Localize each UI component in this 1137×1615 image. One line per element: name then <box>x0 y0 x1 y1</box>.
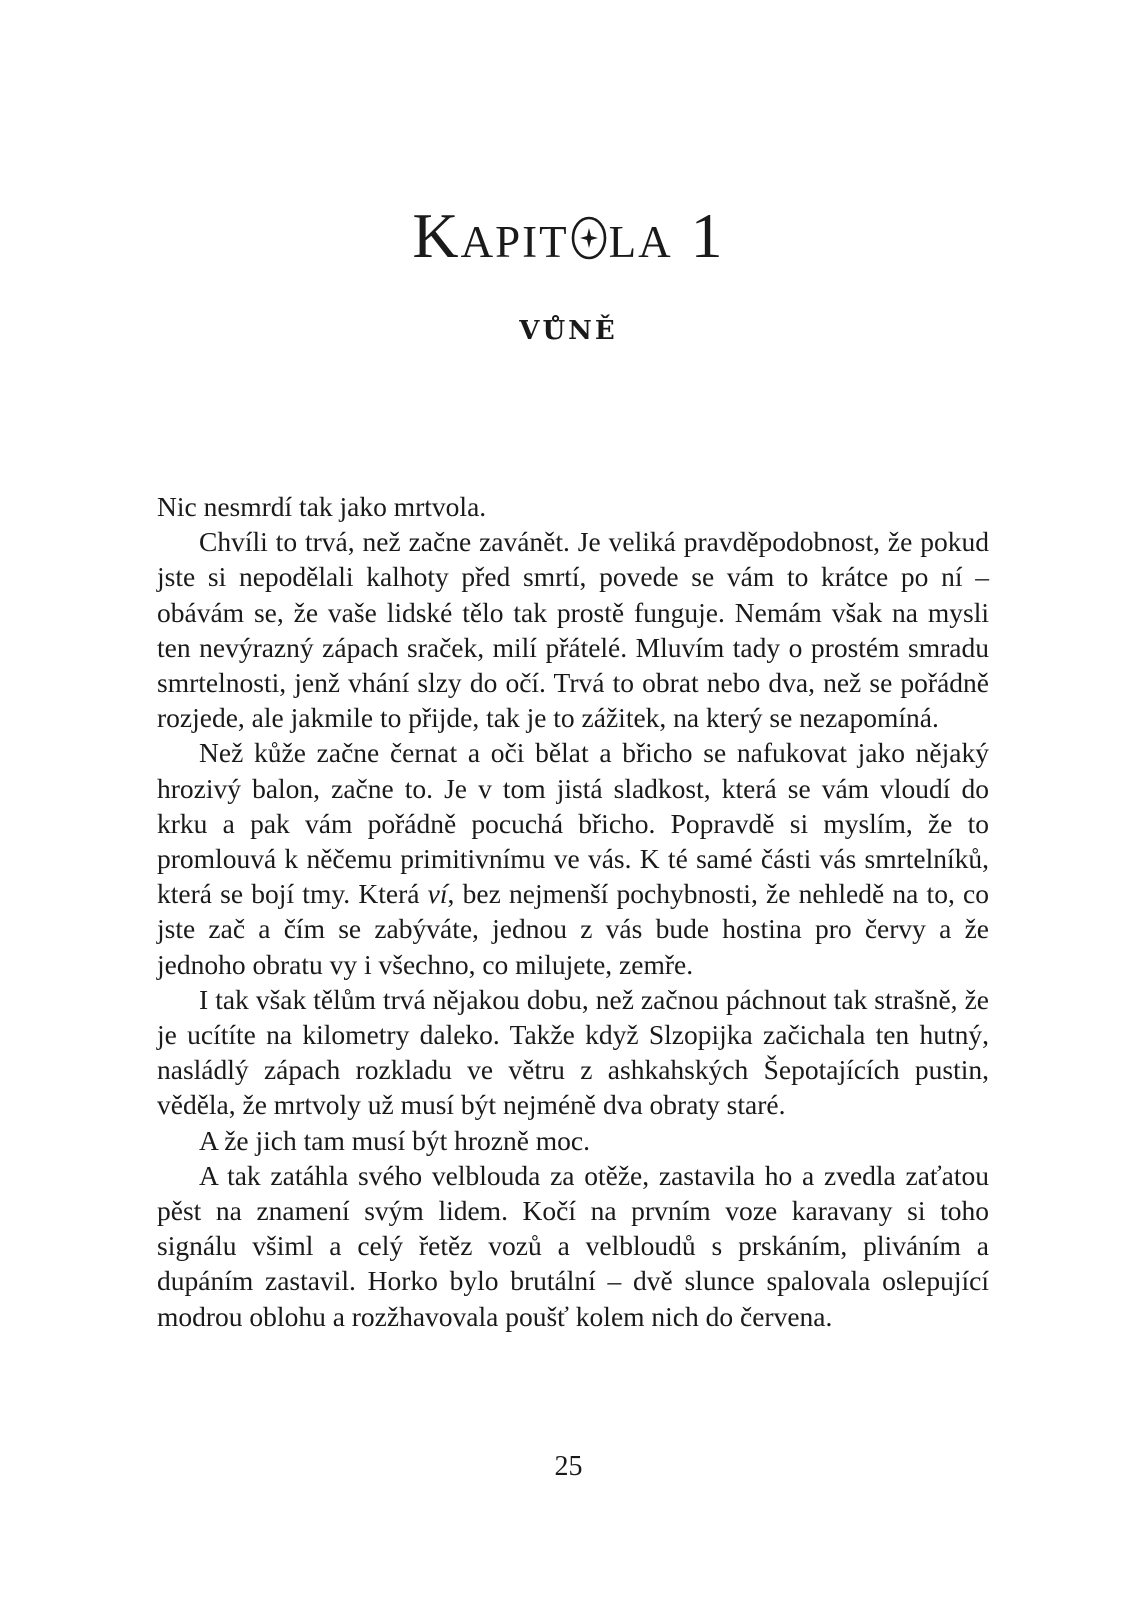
chapter-title-part1: Kapit <box>412 200 569 271</box>
paragraph-2: Chvíli to trvá, než začne zavánět. Je veliká pravděpodobnost, že pokud jste si nepodělali kalhoty před smrtí, povede se vám to krátce po ní – obávám se, že vaše lidské tělo tak prostě funguje. Nemám však na mysli ten nevýrazný zápach sraček, milí přátelé. Mluvím tady o prostém smradu smrtelnosti, jenž vhání slzy do očí. Trvá to obrat nebo dva, než se pořádně rozjede, ale jakmile to přijde, tak je to zážitek, na který se nezapomíná. <box>157 526 989 734</box>
chapter-title <box>0 196 1137 276</box>
chapter-number: 1 <box>690 200 725 271</box>
paragraph-4: I tak však tělům trvá nějakou dobu, než začnou páchnout tak strašně, že je ucítíte na kilometry daleko. Takže když Slzopijka začichala ten hutný, nasládlý zápach rozkladu ve větru z ashkahských Šepotajících pustin, věděla, že mrtvoly už musí být nejméně dva obraty staré. <box>157 983 989 1121</box>
paragraph-3-end: , bez nejmenší pochybnosti, že nehledě na to, co jste zač a čím se zabýváte, jednou z vás bude hostina pro červy a že jednoho obratu vy i všechno, co milujete, zemře. <box>157 878 989 980</box>
chapter-subtitle: VŮNĚ <box>519 316 618 346</box>
paragraph-3-start: Než kůže začne černat a oči bělat a břicho se nafukovat jako nějaký hrozivý balon, začne to. Je v tom jistá sladkost, která se vám vloudí do krku a pak vám pořádně pocuchá břicho. Popravdě si myslím, že to promlouvá k něčemu primitivnímu ve vás. K té samé části vás smrtelníků, která se bojí tmy. Která <box>157 737 989 910</box>
chapter-title-part2: la <box>608 200 673 271</box>
page-number: 25 <box>554 1451 583 1482</box>
chapter-body <box>157 489 989 1334</box>
paragraph-6: A tak zatáhla svého velblouda za otěže, zastavila ho a zvedla zaťatou pěst na znamení svým lidem. Kočí na prvním voze karavany si toho signálu všiml a celý řetěz vozů a velbloudů s prskáním, pliváním a dupáním zastavil. Horko bylo brutální – dvě slunce spalovala oslepující modrou oblohu a rozžhavovala poušť kolem nich do červena. <box>157 1159 989 1332</box>
paragraph-3 <box>157 735 989 981</box>
star-ornament-icon <box>569 211 609 263</box>
emphasis-word: ví <box>427 878 448 910</box>
paragraph-1: Nic nesmrdí tak jako mrtvola. <box>157 491 487 522</box>
paragraph-5: A že jich tam musí být hrozně moc. <box>199 1124 591 1156</box>
